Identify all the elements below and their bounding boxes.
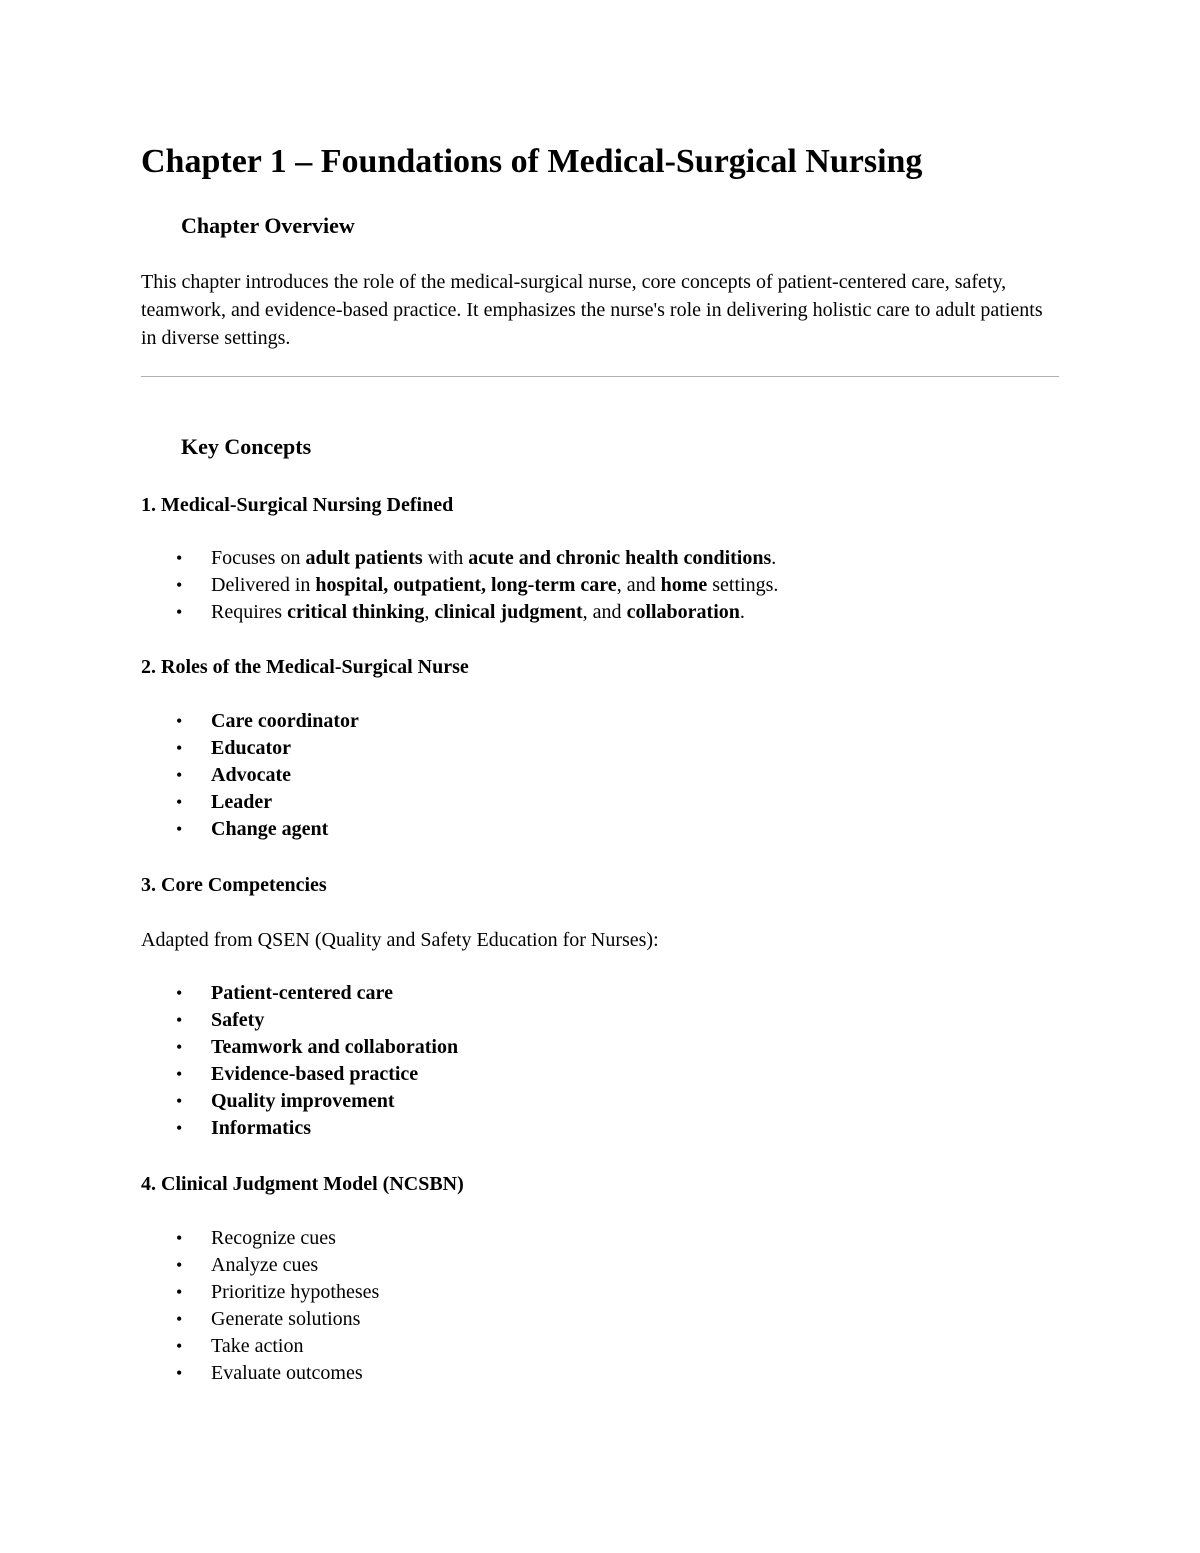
list-item: • Focuses on adult patients with acute and chronic health conditions. [0,545,778,572]
list-item: • Informatics [0,1115,458,1142]
key-concepts-heading: Key Concepts [181,434,312,459]
bullet-icon: • [176,1336,183,1356]
bullet-icon: • [176,983,183,1003]
bullet-icon: • [176,1363,183,1383]
list-item: • Care coordinator [0,708,359,735]
roles-bullet-list [0,708,359,843]
bullet-icon: • [176,819,183,839]
section-divider [141,376,1059,377]
list-item: • Quality improvement [0,1088,458,1115]
list-item: • Recognize cues [0,1225,379,1252]
section-heading-competencies: 3. Core Competencies [141,874,327,896]
bullet-icon: • [176,1282,183,1302]
bullet-icon: • [176,1118,183,1138]
bullet-icon: • [176,548,183,568]
bullet-icon: • [176,738,183,758]
list-item: • Requires critical thinking, clinical judgment, and collaboration. [0,599,778,626]
list-item: • Patient-centered care [0,980,458,1007]
section-heading-roles: 2. Roles of the Medical-Surgical Nurse [141,656,469,678]
competencies-bullet-list [0,980,458,1142]
bullet-icon: • [176,1064,183,1084]
list-item: • Leader [0,789,359,816]
page-title: Chapter 1 – Foundations of Medical-Surgical Nursing [141,143,923,180]
list-item: • Evaluate outcomes [0,1360,379,1387]
bullet-icon: • [176,1037,183,1057]
bullet-icon: • [176,1309,183,1329]
bullet-icon: • [176,575,183,595]
list-item: • Safety [0,1007,458,1034]
list-item: • Educator [0,735,359,762]
list-item: • Delivered in hospital, outpatient, long-term care, and home settings. [0,572,778,599]
chapter-overview-heading: Chapter Overview [181,213,355,238]
bullet-icon: • [176,765,183,785]
bullet-icon: • [176,1010,183,1030]
section-heading-clinical-judgment: 4. Clinical Judgment Model (NCSBN) [141,1173,464,1195]
bullet-icon: • [176,711,183,731]
list-item: • Prioritize hypotheses [0,1279,379,1306]
list-item: • Evidence-based practice [0,1061,458,1088]
bullet-icon: • [176,1228,183,1248]
bullet-icon: • [176,792,183,812]
list-item: • Take action [0,1333,379,1360]
list-item: • Generate solutions [0,1306,379,1333]
bullet-icon: • [176,1091,183,1111]
section-heading-defined: 1. Medical-Surgical Nursing Defined [141,494,454,516]
chapter-overview-text: This chapter introduces the role of the medical-surgical nurse, core concepts of patient-centered care, safety, teamwork, and evidence-based practice. It emphasizes the nurse's role in delivering holistic care to adult patients in diverse settings. [141,271,1043,349]
bullet-icon: • [176,602,183,622]
list-item: • Advocate [0,762,359,789]
bullet-icon: • [176,1255,183,1275]
defined-bullet-list [0,545,778,626]
competencies-intro: Adapted from QSEN (Quality and Safety Education for Nurses): [141,929,659,951]
list-item: • Change agent [0,816,359,843]
clinical-judgment-bullet-list [0,1225,379,1387]
list-item: • Teamwork and collaboration [0,1034,458,1061]
list-item: • Analyze cues [0,1252,379,1279]
